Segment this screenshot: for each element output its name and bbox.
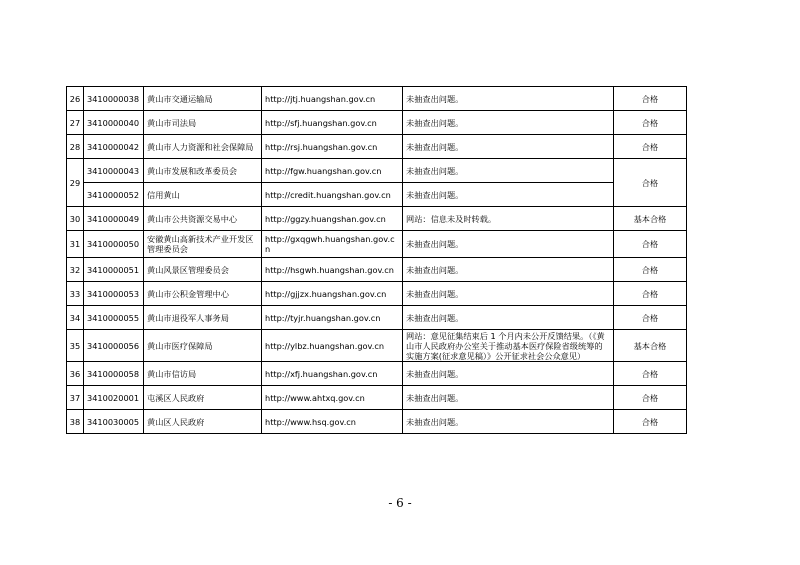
row-number: 31: [67, 231, 84, 258]
site-code: 3410000052: [84, 183, 144, 207]
row-number: 28: [67, 135, 84, 159]
issue-text: 未抽查出问题。: [403, 135, 614, 159]
table-row: [67, 159, 687, 183]
site-url: http://www.ahtxq.gov.cn: [262, 386, 403, 410]
inspection-table: [66, 86, 687, 434]
site-name: 安徽黄山高新技术产业开发区管理委员会: [144, 231, 262, 258]
result-text: 基本合格: [614, 207, 687, 231]
site-url: http://gjjzx.huangshan.gov.cn: [262, 282, 403, 306]
site-code: 3410000058: [84, 362, 144, 386]
issue-text: 未抽查出问题。: [403, 386, 614, 410]
site-url: http://www.hsq.gov.cn: [262, 410, 403, 434]
result-text: 合格: [614, 231, 687, 258]
table-row: [67, 207, 687, 231]
issue-text: 未抽查出问题。: [403, 159, 614, 183]
table-row: [67, 410, 687, 434]
row-number: 33: [67, 282, 84, 306]
issue-text: 未抽查出问题。: [403, 306, 614, 330]
issue-text: 未抽查出问题。: [403, 410, 614, 434]
row-number: 38: [67, 410, 84, 434]
site-url: http://sfj.huangshan.gov.cn: [262, 111, 403, 135]
table-row: [67, 282, 687, 306]
site-url: http://ylbz.huangshan.gov.cn: [262, 330, 403, 362]
row-number: 26: [67, 87, 84, 111]
site-code: 3410020001: [84, 386, 144, 410]
site-url: http://fgw.huangshan.gov.cn: [262, 159, 403, 183]
issue-text: 未抽查出问题。: [403, 183, 614, 207]
inspection-table-container: [66, 86, 686, 434]
row-number: 37: [67, 386, 84, 410]
site-url: http://gxqgwh.huangshan.gov.cn: [262, 231, 403, 258]
result-text: 合格: [614, 386, 687, 410]
site-url: http://xfj.huangshan.gov.cn: [262, 362, 403, 386]
site-url: http://tyjr.huangshan.gov.cn: [262, 306, 403, 330]
result-text: 合格: [614, 306, 687, 330]
result-text: 合格: [614, 282, 687, 306]
issue-text: 网站：意见征集结束后 1 个月内未公开反馈结果。（《黄山市人民政府办公室关于推动基本医疗保险省级统筹的实施方案(征求意见稿）》公开征求社会公众意见）: [403, 330, 614, 362]
site-name: 黄山市公共资源交易中心: [144, 207, 262, 231]
table-row: [67, 330, 687, 362]
page-number: - 6 -: [388, 496, 412, 510]
issue-text: 未抽查出问题。: [403, 362, 614, 386]
site-url: http://ggzy.huangshan.gov.cn: [262, 207, 403, 231]
site-name: 信用黄山: [144, 183, 262, 207]
issue-text: 网站：信息未及时转载。: [403, 207, 614, 231]
result-text: 合格: [614, 159, 687, 207]
site-code: 3410000056: [84, 330, 144, 362]
site-name: 黄山市司法局: [144, 111, 262, 135]
row-number: 29: [67, 159, 84, 207]
issue-text: 未抽查出问题。: [403, 111, 614, 135]
table-row: [67, 111, 687, 135]
site-name: 黄山市医疗保障局: [144, 330, 262, 362]
row-number: 36: [67, 362, 84, 386]
result-text: 合格: [614, 135, 687, 159]
table-row: [67, 386, 687, 410]
site-name: 黄山市交通运输局: [144, 87, 262, 111]
result-text: 合格: [614, 111, 687, 135]
table-row: [67, 135, 687, 159]
site-name: 黄山市信访局: [144, 362, 262, 386]
table-row: [67, 258, 687, 282]
site-url: http://credit.huangshan.gov.cn: [262, 183, 403, 207]
table-row: [67, 306, 687, 330]
site-code: 3410000049: [84, 207, 144, 231]
result-text: 合格: [614, 362, 687, 386]
site-code: 3410030005: [84, 410, 144, 434]
row-number: 30: [67, 207, 84, 231]
site-code: 3410000038: [84, 87, 144, 111]
site-code: 3410000050: [84, 231, 144, 258]
site-name: 黄山市人力资源和社会保障局: [144, 135, 262, 159]
site-code: 3410000053: [84, 282, 144, 306]
table-row: [67, 362, 687, 386]
table-row: [67, 183, 687, 207]
site-name: 黄山市公积金管理中心: [144, 282, 262, 306]
site-code: 3410000043: [84, 159, 144, 183]
site-name: 黄山市退役军人事务局: [144, 306, 262, 330]
site-code: 3410000042: [84, 135, 144, 159]
site-url: http://hsgwh.huangshan.gov.cn: [262, 258, 403, 282]
site-name: 黄山风景区管理委员会: [144, 258, 262, 282]
row-number: 35: [67, 330, 84, 362]
row-number: 27: [67, 111, 84, 135]
result-text: 合格: [614, 258, 687, 282]
issue-text: 未抽查出问题。: [403, 87, 614, 111]
issue-text: 未抽查出问题。: [403, 258, 614, 282]
site-code: 3410000051: [84, 258, 144, 282]
site-name: 黄山市发展和改革委员会: [144, 159, 262, 183]
table-row: [67, 87, 687, 111]
site-url: http://rsj.huangshan.gov.cn: [262, 135, 403, 159]
result-text: 合格: [614, 87, 687, 111]
table-row: [67, 231, 687, 258]
site-code: 3410000040: [84, 111, 144, 135]
row-number: 32: [67, 258, 84, 282]
site-code: 3410000055: [84, 306, 144, 330]
row-number: 34: [67, 306, 84, 330]
issue-text: 未抽查出问题。: [403, 282, 614, 306]
issue-text: 未抽查出问题。: [403, 231, 614, 258]
result-text: 基本合格: [614, 330, 687, 362]
site-url: http://jtj.huangshan.gov.cn: [262, 87, 403, 111]
site-name: 屯溪区人民政府: [144, 386, 262, 410]
site-name: 黄山区人民政府: [144, 410, 262, 434]
result-text: 合格: [614, 410, 687, 434]
